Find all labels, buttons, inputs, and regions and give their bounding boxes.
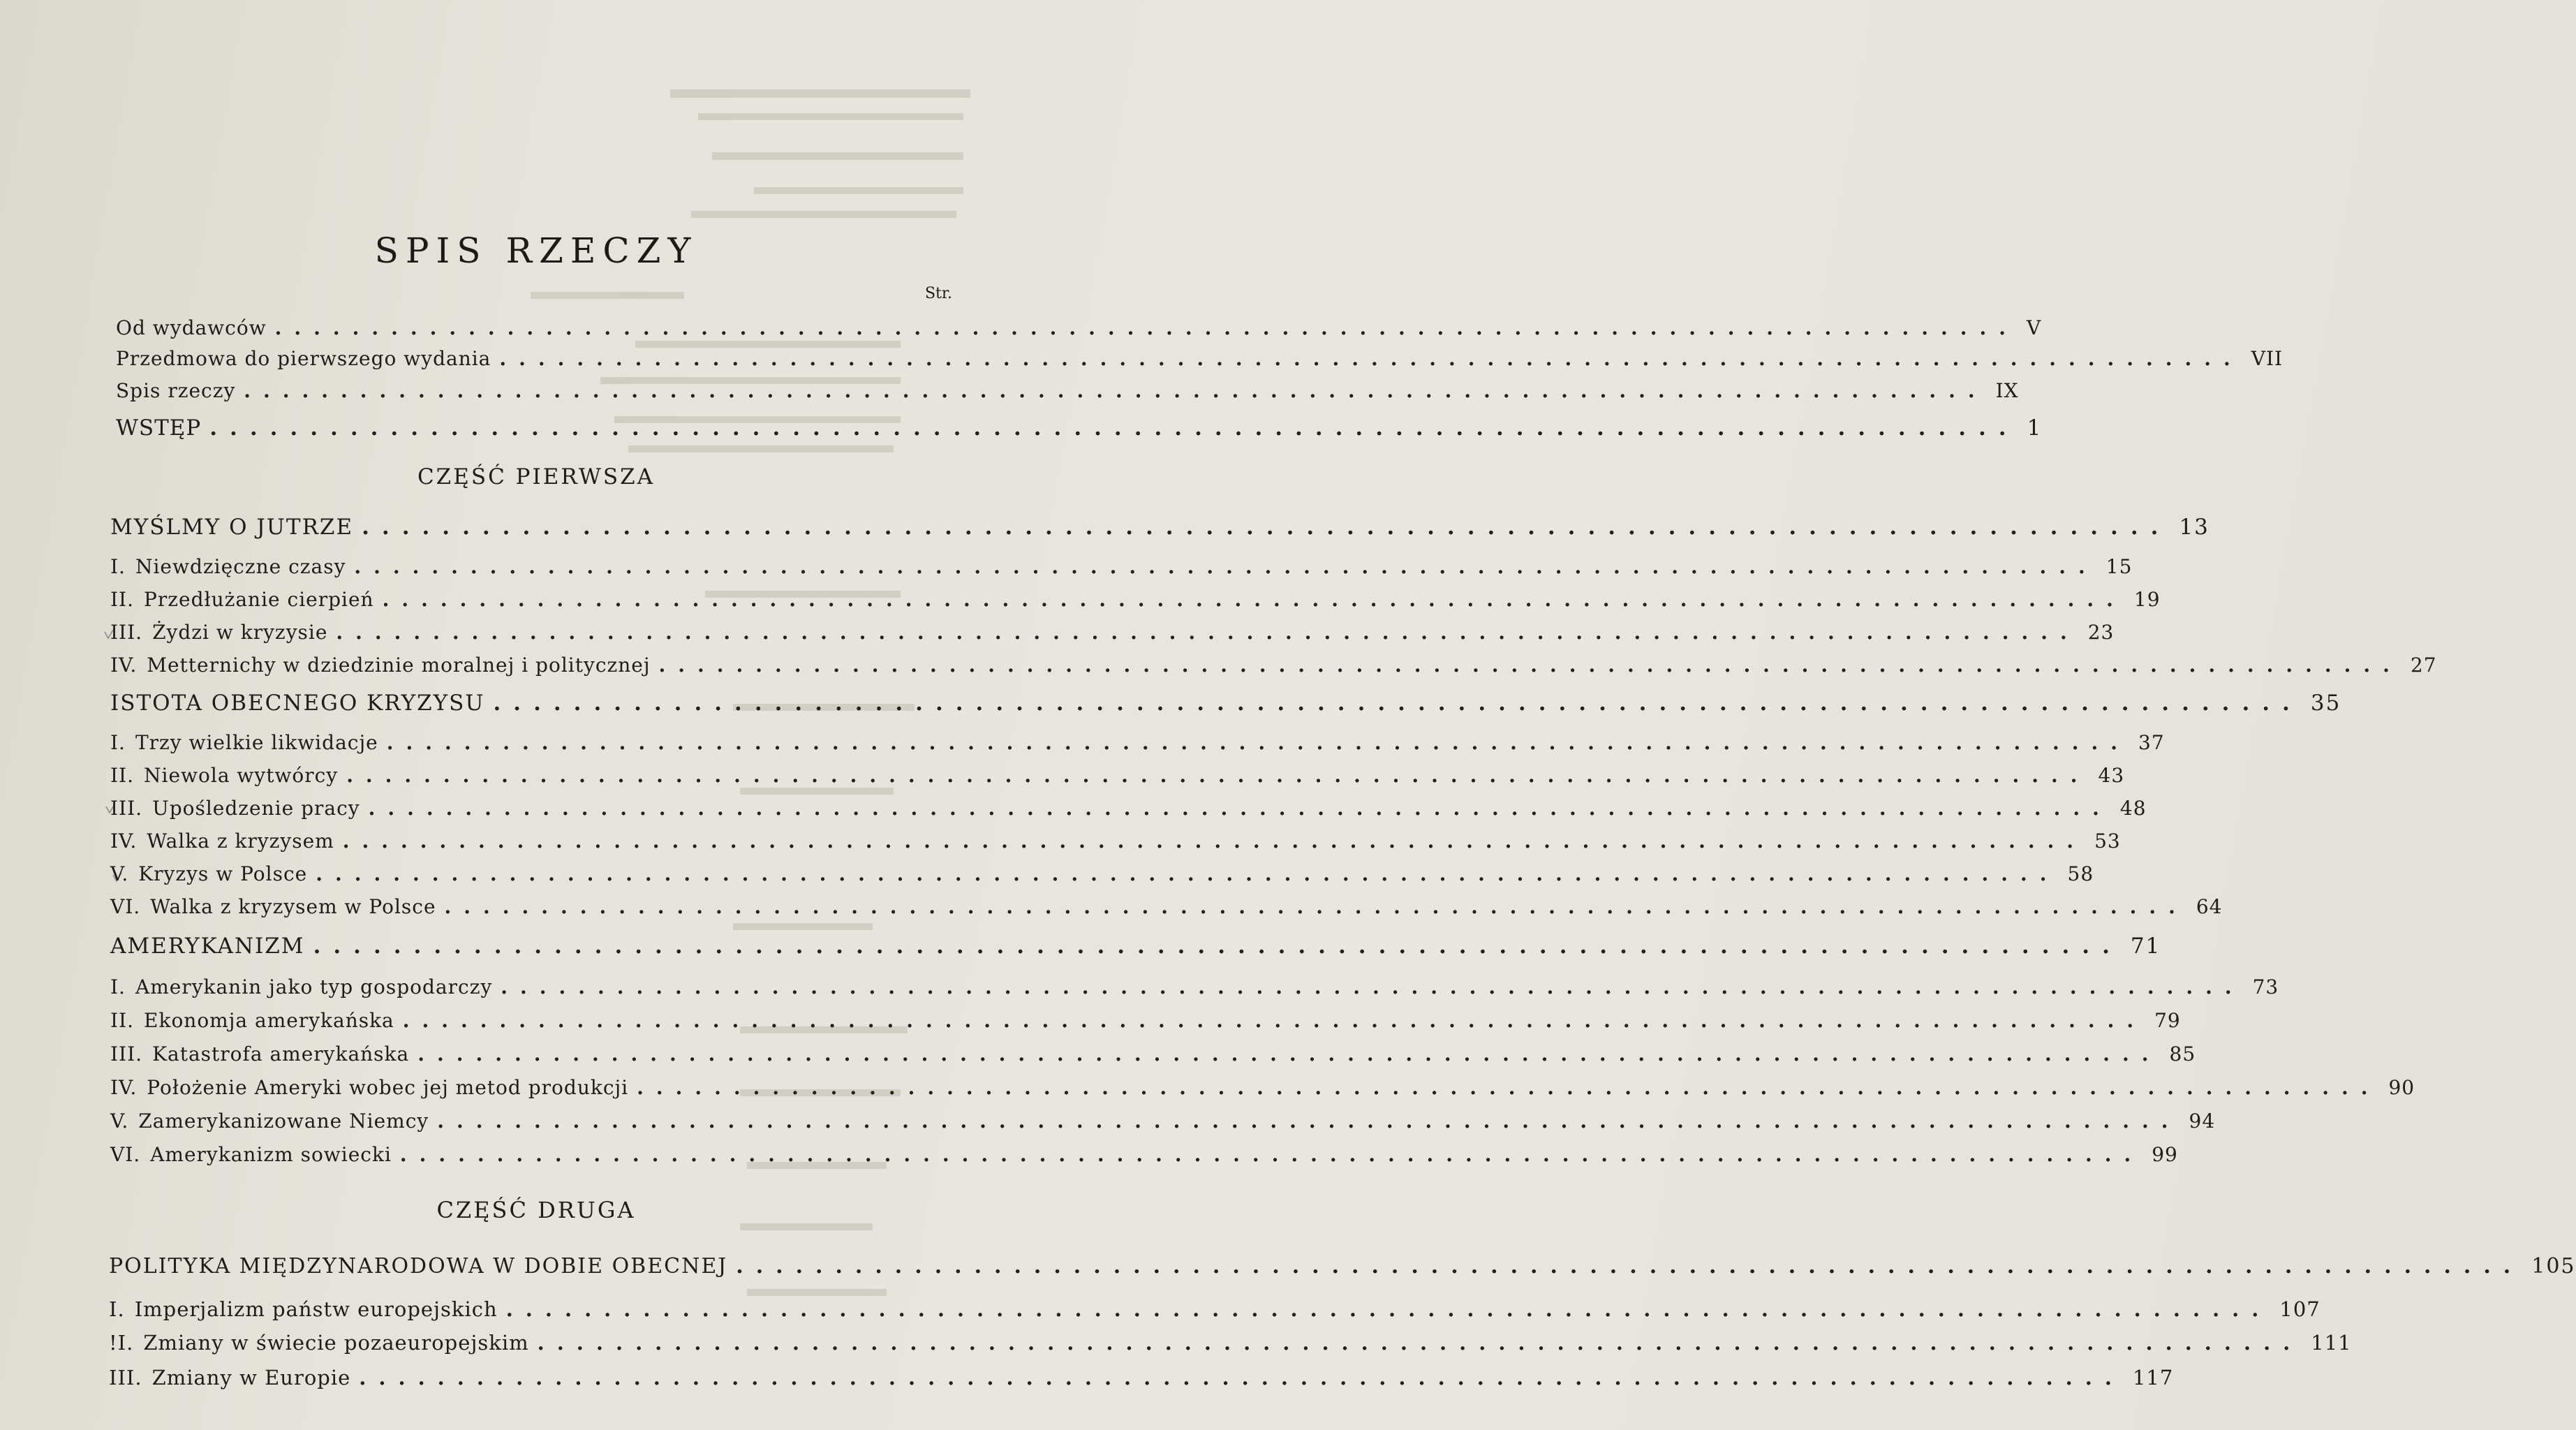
entry-page-number: 27 — [2410, 653, 2437, 677]
toc-subsection-entry — [109, 1293, 2320, 1325]
entry-label: Katastrofa amerykańska — [152, 1042, 410, 1066]
entry-number: IV. — [110, 1075, 138, 1099]
entry-number: VI. — [110, 1142, 141, 1166]
entry-page-number: 1 — [2027, 415, 2042, 441]
entry-label: ISTOTA OBECNEGO KRYZYSU — [110, 691, 485, 716]
entry-label: Metternichy w dziedzinie moralnej i politycznej — [147, 653, 651, 677]
dot-leader: .......................................................................................... — [316, 862, 2059, 885]
toc-subsection-entry — [110, 1138, 2178, 1170]
entry-number: IV. — [110, 653, 138, 677]
toc-subsection-entry — [110, 825, 2121, 857]
dot-leader: .......................................................................................... — [209, 415, 2019, 441]
entry-number: I. — [110, 554, 126, 578]
dot-leader: .......................................................................................... — [313, 934, 2122, 959]
toc-front-entry — [116, 311, 2042, 344]
dot-leader: .......................................................................................... — [658, 653, 2402, 677]
entry-label: POLITYKA MIĘDZYNARODOWA W DOBIE OBECNEJ — [109, 1253, 728, 1278]
dot-leader: .......................................................................................... — [359, 1366, 2124, 1390]
entry-page-number: 99 — [2152, 1142, 2178, 1166]
toc-subsection-entry — [110, 583, 2161, 615]
entry-number: III. — [110, 620, 143, 644]
dot-leader: .......................................................................................... — [499, 346, 2243, 370]
dot-leader: .......................................................................................... — [399, 1142, 2144, 1166]
toc-chapter-entry — [109, 1250, 2576, 1282]
toc-front-entry — [116, 342, 2283, 374]
entry-number: III. — [110, 796, 143, 820]
toc-front-entry — [116, 412, 2042, 444]
dot-leader: .......................................................................................... — [274, 316, 2018, 339]
toc-subsection-entry — [110, 649, 2437, 681]
entry-label: Walka z kryzysem — [147, 829, 334, 853]
entry-number: V. — [110, 862, 129, 885]
toc-subsection-entry — [110, 1004, 2181, 1036]
toc-subsection-entry — [110, 792, 2147, 824]
entry-label: Zmiany w świecie pozaeuropejskim — [143, 1331, 529, 1355]
entry-label: MYŚLMY O JUTRZE — [110, 515, 354, 540]
entry-page-number: 73 — [2252, 975, 2279, 998]
entry-number: !I. — [109, 1331, 134, 1355]
dot-leader: .......................................................................................... — [736, 1253, 2524, 1278]
toc-subsection-entry — [110, 890, 2223, 922]
toc-subsection-entry — [109, 1362, 2174, 1394]
entry-page-number: 105 — [2531, 1253, 2576, 1278]
entry-label: Amerykanin jako typ gospodarczy — [135, 975, 493, 998]
entry-page-number: 48 — [2119, 796, 2147, 820]
entry-label: Niewdzięczne czasy — [135, 554, 346, 578]
entry-page-number: 79 — [2154, 1008, 2181, 1032]
dot-leader: .......................................................................................... — [417, 1042, 2161, 1066]
entry-page-number: 58 — [2067, 862, 2094, 885]
entry-label: Zamerykanizowane Niemcy — [138, 1109, 429, 1133]
entry-number: I. — [109, 1297, 125, 1321]
entry-page-number: 64 — [2196, 894, 2223, 918]
entry-label: Ekonomja amerykańska — [144, 1008, 394, 1032]
entry-page-number: 19 — [2133, 587, 2161, 611]
entry-page-number: 107 — [2279, 1297, 2320, 1321]
entry-label: AMERYKANIZM — [110, 934, 305, 959]
entry-number: IV. — [110, 829, 138, 853]
entry-page-number: 117 — [2132, 1366, 2174, 1390]
entry-page-number: 90 — [2388, 1075, 2415, 1099]
dot-leader: .......................................................................................... — [336, 620, 2080, 644]
dot-leader: .......................................................................................... — [437, 1109, 2181, 1133]
entry-label: Upośledzenie pracy — [152, 796, 360, 820]
dot-leader: .......................................................................................... — [537, 1331, 2303, 1355]
entry-number: II. — [110, 587, 135, 611]
entry-page-number: 23 — [2087, 620, 2115, 644]
entry-label: Od wydawców — [116, 316, 267, 339]
entry-page-number: 111 — [2311, 1331, 2352, 1355]
entry-label: Kryzys w Polsce — [138, 862, 308, 885]
entry-page-number: 15 — [2105, 554, 2133, 578]
dot-leader: .......................................................................................... — [444, 894, 2188, 918]
entry-number: III. — [109, 1366, 142, 1390]
dot-leader: .......................................................................................... — [386, 730, 2131, 754]
dot-leader: .......................................................................................... — [505, 1297, 2272, 1321]
dot-leader: .......................................................................................... — [244, 378, 1987, 402]
entry-label: Zmiany w Europie — [151, 1366, 351, 1390]
toc-subsection-entry — [110, 1038, 2196, 1070]
entry-page-number: 37 — [2138, 730, 2165, 754]
dot-leader: .......................................................................................... — [342, 829, 2087, 853]
dot-leader: .......................................................................................... — [402, 1008, 2147, 1032]
toc-subsection-entry — [110, 616, 2115, 648]
entry-label: Amerykanizm sowiecki — [150, 1142, 392, 1166]
entry-label: Położenie Ameryki wobec jej metod produkcji — [147, 1075, 629, 1099]
toc-subsection-entry — [110, 759, 2125, 791]
entry-label: Spis rzeczy — [116, 378, 236, 402]
entry-label: Trzy wielkie likwidacje — [135, 730, 378, 754]
toc-chapter-entry — [110, 687, 2341, 719]
entry-number: I. — [110, 975, 126, 998]
entry-page-number: 94 — [2189, 1109, 2216, 1133]
entry-number: V. — [110, 1109, 129, 1133]
entry-number: II. — [110, 1008, 135, 1032]
entry-label: Imperjalizm państw europejskich — [134, 1297, 498, 1321]
part-two-heading: CZĘŚĆ DRUGA — [436, 1197, 636, 1223]
entry-label: Przedłużanie cierpień — [144, 587, 374, 611]
entry-number: I. — [110, 730, 126, 754]
entry-page-number: V — [2026, 316, 2042, 339]
dot-leader: .......................................................................................... — [362, 515, 2171, 540]
toc-front-entry — [116, 374, 2019, 406]
entry-label: Niewola wytwórcy — [144, 763, 339, 787]
entry-page-number: 13 — [2179, 515, 2209, 540]
dot-leader: .......................................................................................... — [493, 691, 2302, 716]
dot-leader: .......................................................................................... — [637, 1075, 2381, 1099]
toc-subsection-entry — [110, 726, 2165, 758]
toc-subsection-entry — [109, 1327, 2352, 1359]
toc-subsection-entry — [110, 1105, 2216, 1137]
toc-chapter-entry — [110, 511, 2209, 543]
toc-chapter-entry — [110, 930, 2161, 962]
toc-subsection-entry — [110, 857, 2094, 890]
toc-subsection-entry — [110, 1071, 2415, 1103]
dot-leader: .......................................................................................... — [368, 796, 2112, 820]
entry-page-number: 85 — [2169, 1042, 2196, 1066]
dot-leader: .......................................................................................... — [346, 763, 2090, 787]
entry-label: WSTĘP — [116, 415, 202, 441]
dot-leader: .......................................................................................... — [501, 975, 2244, 998]
entry-label: Żydzi w kryzysie — [152, 620, 328, 644]
page-column-header: Str. — [924, 285, 952, 302]
entry-page-number: 43 — [2098, 763, 2125, 787]
part-one-heading: CZĘŚĆ PIERWSZA — [417, 464, 656, 489]
entry-page-number: IX — [1995, 378, 2019, 402]
toc-subsection-entry — [110, 971, 2279, 1003]
dot-leader: .......................................................................................... — [354, 554, 2098, 578]
entry-label: Przedmowa do pierwszego wydania — [116, 346, 491, 370]
entry-page-number: 53 — [2094, 829, 2121, 853]
entry-number: VI. — [110, 894, 141, 918]
entry-page-number: 35 — [2310, 691, 2341, 716]
entry-page-number: VII — [2251, 346, 2283, 370]
entry-page-number: 71 — [2130, 934, 2161, 959]
page-title: SPIS RZECZY — [374, 230, 698, 271]
entry-number: III. — [110, 1042, 143, 1066]
toc-subsection-entry — [110, 550, 2133, 582]
entry-label: Walka z kryzysem w Polsce — [150, 894, 436, 918]
dot-leader: .......................................................................................... — [382, 587, 2126, 611]
entry-number: II. — [110, 763, 135, 787]
